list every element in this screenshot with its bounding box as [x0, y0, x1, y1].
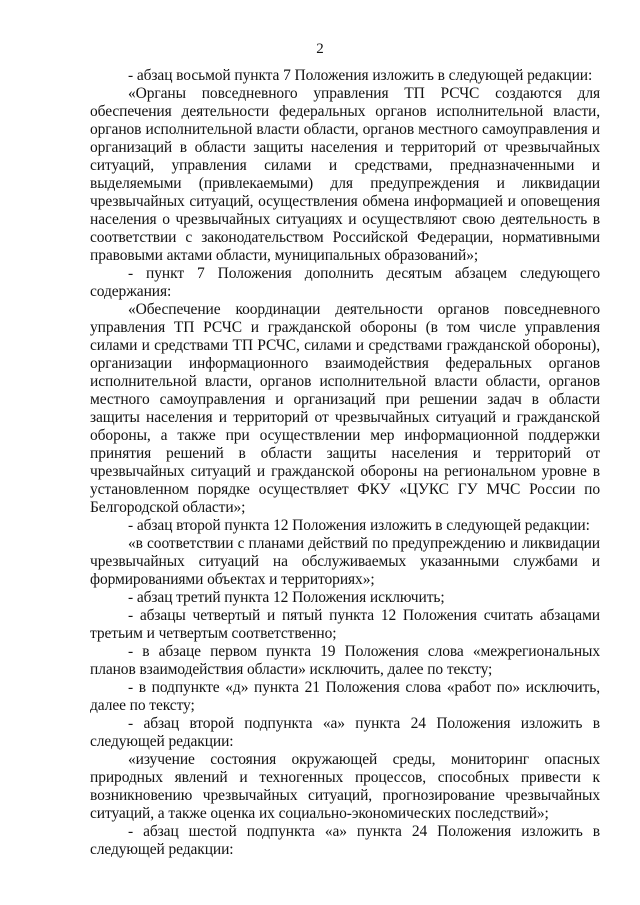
paragraph: [90, 85, 600, 265]
text-line: - пункт 7 Положения дополнить десятым абзацем следующего: [128, 265, 600, 282]
paragraph: [90, 517, 600, 535]
text-line: силами и средствами ТП РСЧС, силами и средствами гражданской обороны),: [90, 337, 600, 354]
text-line: организаций в области защиты населения и территорий от чрезвычайных: [90, 139, 600, 156]
text-line: ситуаций, а также оценка их социально-экономических последствий»;: [90, 805, 549, 822]
page-number: 2: [316, 41, 324, 57]
text-line: - абзац третий пункта 12 Положения исключить;: [128, 589, 445, 606]
paragraph: [90, 823, 600, 859]
text-line: - абзац восьмой пункта 7 Положения изложить в следующей редакции:: [128, 67, 593, 84]
text-line: - абзац второй пункта 12 Положения изложить в следующей редакции:: [128, 517, 590, 534]
text-line: - в абзаце первом пункта 19 Положения слова «межрегиональных: [128, 643, 600, 660]
text-line: соответствии с законодательством Российской Федерации, нормативными: [90, 229, 600, 246]
paragraph: [90, 589, 600, 607]
text-line: «Обеспечение координации деятельности органов повседневного: [128, 301, 600, 318]
text-line: «Органы повседневного управления ТП РСЧС создаются для: [128, 85, 600, 102]
text-line: защиты населения и территорий от чрезвычайных ситуаций и гражданской: [90, 409, 600, 426]
text-line: выделяемыми (привлекаемыми) для предупреждения и ликвидации: [90, 175, 600, 192]
text-line: принятия решений в области защиты населения и территорий от: [90, 445, 600, 462]
paragraph: [90, 265, 600, 301]
paragraph: [90, 715, 600, 751]
text-line: далее по тексту;: [90, 697, 195, 714]
text-line: управления ТП РСЧС и гражданской обороны (в том числе управления: [90, 319, 600, 336]
text-line: установленном порядке осуществляет ФКУ «ЦУКС ГУ МЧС России по: [90, 481, 600, 498]
text-line: чрезвычайных ситуаций, осуществления обмена информацией и оповещения: [90, 193, 600, 210]
text-line: следующей редакции:: [90, 841, 234, 858]
text-line: природных явлений и техногенных процессов, способных привести к: [90, 769, 600, 786]
text-line: - абзац второй подпункта «а» пункта 24 Положения изложить в: [128, 715, 600, 732]
text-line: обороны, а также при осуществлении мер информационной поддержки: [90, 427, 600, 444]
text-line: правовыми актами области, муниципальных образований»;: [90, 247, 479, 264]
paragraph: [90, 535, 600, 589]
text-line: органов исполнительной власти области, органов местного самоуправления и: [90, 121, 600, 138]
text-line: следующей редакции:: [90, 733, 234, 750]
text-line: возникновению чрезвычайных ситуаций, прогнозирование чрезвычайных: [90, 787, 600, 804]
paragraph: [90, 643, 600, 679]
text-line: «изучение состояния окружающей среды, мониторинг опасных: [128, 751, 600, 768]
text-line: - абзацы четвертый и пятый пункта 12 Положения считать абзацами: [128, 607, 600, 624]
text-line: - абзац шестой подпункта «а» пункта 24 Положения изложить в: [128, 823, 600, 840]
text-line: обеспечения деятельности федеральных органов исполнительной власти,: [90, 103, 600, 120]
text-line: Белгородской области»;: [90, 499, 246, 516]
text-line: чрезвычайных ситуаций на обслуживаемых указанными службами и: [90, 553, 600, 570]
document-body: [90, 67, 600, 859]
text-line: чрезвычайных ситуаций и гражданской обороны на региональном уровне в: [90, 463, 600, 480]
text-line: содержания:: [90, 283, 172, 300]
paragraph: [90, 679, 600, 715]
text-line: третьим и четвертым соответственно;: [90, 625, 337, 642]
text-line: исполнительной власти, органов исполнительной власти области, органов: [90, 373, 600, 390]
text-line: населения о чрезвычайных ситуациях и осуществляют свою деятельность в: [90, 211, 600, 228]
text-line: местного самоуправления и организаций при решении задач в области: [90, 391, 600, 408]
text-line: организации информационного взаимодействия федеральных органов: [90, 355, 600, 372]
paragraph: [90, 67, 600, 85]
paragraph: [90, 607, 600, 643]
text-line: формированиями объектах и территориях»;: [90, 571, 375, 588]
text-line: «в соответствии с планами действий по предупреждению и ликвидации: [128, 535, 600, 552]
paragraph: [90, 751, 600, 823]
text-line: - в подпункте «д» пункта 21 Положения слова «работ по» исключить,: [128, 679, 600, 696]
text-line: планов взаимодействия области» исключить, далее по тексту;: [90, 661, 493, 678]
paragraph: [90, 301, 600, 517]
text-line: ситуаций, управления силами и средствами, предназначенными и: [90, 157, 600, 174]
